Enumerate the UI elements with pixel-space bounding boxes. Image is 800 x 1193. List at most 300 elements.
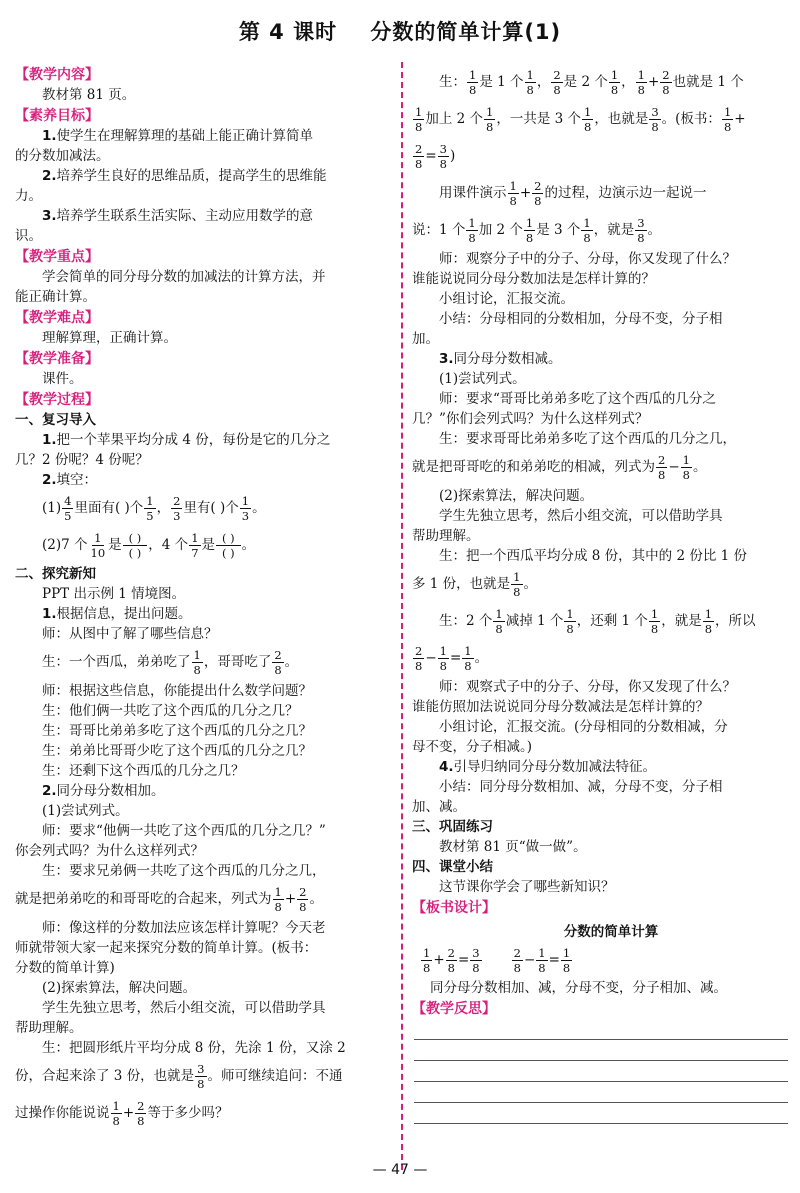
denominator: 8 [439, 659, 447, 673]
numerator: 3 [472, 946, 480, 960]
denominator: 8 [658, 468, 666, 482]
review-1-cont: 几？2 份呢？4 份呢？ [15, 452, 149, 468]
numerator: ( ) [123, 531, 148, 546]
text: ，还剩 1 个 [576, 613, 648, 629]
denominator: 8 [513, 961, 521, 975]
denominator: 8 [468, 231, 476, 245]
equals-sign: = [449, 650, 462, 666]
page-title: 第 4 课时 分数的简单计算(1) [238, 20, 562, 44]
explore-10: (1)尝试列式。 [42, 803, 129, 819]
right-line-a29: 小结：同分母分数相加、减，分母不变，分子相 [439, 779, 723, 795]
fraction [536, 946, 547, 975]
writing-line [414, 1039, 788, 1040]
fraction [62, 494, 73, 523]
plus-sign: + [433, 952, 445, 968]
text: ，也就是 [594, 111, 649, 127]
demo-line [412, 175, 790, 212]
fill-1-text-a: 里面有( )个 [74, 500, 144, 516]
fraction [466, 216, 477, 245]
fraction [525, 68, 536, 97]
denominator: 8 [538, 961, 546, 975]
explore-4: 师：根据这些信息，你能提出什么数学问题？ [42, 683, 312, 699]
goal-1-text: 使学生在理解算理的基础上能正确计算简单 [56, 128, 314, 144]
numerator: ( ) [216, 531, 241, 546]
denominator: 8 [299, 900, 307, 914]
denominator: 8 [513, 585, 521, 599]
right-line-a25: 谁能仿照加法说说同分母分数减法是怎样计算的？ [412, 699, 709, 715]
writing-line [414, 1102, 788, 1103]
denominator: 7 [191, 546, 199, 560]
fraction [636, 68, 647, 97]
numerator: 3 [439, 142, 447, 156]
numerator: 1 [146, 494, 154, 508]
right-line-a21 [412, 566, 790, 603]
denominator: 8 [274, 900, 282, 914]
denominator: 8 [197, 1077, 205, 1091]
denominator: 8 [423, 961, 431, 975]
numerator: 4 [64, 494, 72, 508]
fraction [297, 885, 308, 914]
explore-22-text-b: 。师可继续追问：不通 [207, 1068, 343, 1084]
fraction [649, 105, 660, 134]
numerator: 2 [534, 179, 542, 193]
text: 加 2 个 [478, 222, 523, 238]
denominator: 8 [415, 659, 423, 673]
explore-15: 师：像这样的分数加法应该怎样计算呢？今天老 [42, 920, 326, 936]
denominator: 8 [447, 961, 455, 975]
content-text: 教材第 81 页。 [42, 87, 136, 103]
denominator: 8 [439, 157, 447, 171]
plus-sign: + [519, 185, 532, 201]
numerator: 1 [610, 68, 619, 82]
goal-1-number: 1. [42, 128, 57, 144]
section-practice: 三、巩固练习 [412, 819, 493, 835]
numerator: 1 [538, 946, 546, 960]
blank-fraction [123, 531, 148, 560]
explore-3-text-a: 生：一个西瓜，弟弟吃了 [42, 654, 191, 670]
fraction [467, 68, 478, 97]
text: 同分母分数相减。 [453, 351, 562, 367]
numerator: 2 [662, 68, 670, 82]
fraction [703, 607, 714, 636]
numerator: 1 [94, 531, 102, 545]
explore-13: 生：要求兄弟俩一共吃了这个西瓜的几分之几， [42, 863, 326, 879]
numerator: 1 [650, 607, 659, 621]
denominator: 8 [553, 83, 561, 97]
text: 是 1 个 [479, 74, 524, 90]
fraction [660, 68, 671, 97]
denominator: 8 [682, 468, 690, 482]
goal-2 [15, 166, 393, 186]
fraction [195, 1062, 206, 1091]
numerator: 1 [637, 68, 645, 82]
explore-2: 师：从图中了解了哪些信息？ [42, 626, 218, 642]
numerator: 2 [274, 648, 282, 662]
text: ) [449, 148, 456, 164]
numerator: 2 [513, 946, 521, 960]
explore-3 [15, 644, 393, 681]
denominator: 8 [723, 120, 732, 134]
section-explore: 二、探究新知 [15, 566, 96, 582]
numerator: 1 [526, 68, 534, 82]
fill-1-text-b: ， [156, 500, 171, 516]
text: 。 [523, 576, 537, 592]
equals-sign: = [425, 148, 437, 164]
text: 多 1 份，也就是 [412, 576, 511, 592]
writing-line [414, 1123, 788, 1124]
goal-2-text: 培养学生良好的思维品质，提高学生的思维能 [56, 168, 327, 184]
numerator: 1 [112, 1099, 120, 1113]
fill-blank-2 [15, 527, 393, 564]
explore-23-text-b: 等于多少吗？ [147, 1105, 229, 1121]
text: ，就是 [661, 613, 702, 629]
fraction [470, 946, 481, 975]
denominator: 8 [274, 663, 282, 677]
review-2 [15, 470, 393, 490]
explore-21: 生：把圆形纸片平均分成 8 份，先涂 1 份，又涂 2 [42, 1040, 346, 1056]
right-line-a10: 加。 [412, 331, 439, 347]
review-1-number: 1. [42, 432, 57, 448]
fraction [512, 946, 523, 975]
fraction [413, 142, 424, 171]
text: 。(板书： [661, 111, 721, 127]
board-title: 分数的简单计算 [563, 924, 659, 940]
numerator: 2 [415, 644, 423, 658]
fraction [561, 946, 572, 975]
heading-content: 【教学内容】 [15, 67, 99, 83]
numerator: 1 [495, 607, 503, 621]
explore-1-text: 根据信息，提出问题。 [56, 606, 192, 622]
column-divider [401, 62, 403, 1170]
text: 。 [647, 222, 662, 238]
denominator: 8 [415, 157, 423, 171]
fraction [722, 105, 733, 134]
numerator: 1 [468, 216, 476, 230]
fraction [635, 216, 646, 245]
right-line-a12: (1)尝试列式。 [439, 371, 526, 387]
denominator: ( ) [128, 546, 142, 560]
explore-23 [15, 1095, 393, 1132]
fill-2-label: (2)7 个 [42, 537, 88, 553]
numerator: 1 [191, 531, 199, 545]
fraction [649, 607, 660, 636]
number: 3. [439, 351, 454, 367]
right-line-a6: 师：观察分子中的分子、分母，你又发现了什么？ [439, 251, 736, 267]
explore-6: 生：哥哥比弟弟多吃了这个西瓜的几分之几？ [42, 723, 312, 739]
denominator: 8 [662, 83, 670, 97]
heading-reflection: 【教学反思】 [412, 1001, 496, 1017]
fraction [438, 142, 449, 171]
addition-explain-2 [412, 101, 790, 138]
right-column [412, 64, 790, 1124]
explore-14-end: 。 [309, 891, 323, 907]
right-line-a28 [412, 757, 790, 777]
explore-12: 你会列式吗？为什么这样列式？ [15, 843, 204, 859]
equals-sign: = [457, 952, 470, 968]
minus-sign: − [668, 459, 680, 475]
explore-1-number: 1. [42, 606, 57, 622]
explore-9 [15, 781, 393, 801]
goal-3 [15, 206, 393, 226]
denominator: 8 [637, 83, 645, 97]
goal-1-cont: 的分数加减法。 [15, 148, 110, 164]
right-line-a13: 师：要求“哥哥比弟弟多吃了这个西瓜的几分之 [439, 391, 716, 407]
denominator: 8 [566, 622, 574, 636]
fraction [273, 885, 284, 914]
subtraction-heading [412, 349, 790, 369]
numerator: 1 [439, 644, 447, 658]
board-formulas [412, 942, 790, 978]
explore-11: 师：要求“他俩一共吃了这个西瓜的几分之几？” [42, 823, 326, 839]
explore-23-text-a: 过操作你能说说 [15, 1105, 110, 1121]
fraction [581, 216, 592, 245]
denominator: 5 [146, 509, 154, 523]
heading-difficulty: 【教学难点】 [15, 310, 99, 326]
numerator: 1 [241, 494, 250, 508]
denominator: 10 [90, 546, 106, 560]
text: ，就是 [593, 222, 635, 238]
text: 减掉 1 个 [505, 613, 564, 629]
minus-sign: − [523, 952, 536, 968]
section-review: 一、复习导入 [15, 412, 96, 428]
right-line-a30: 加、减。 [412, 799, 466, 815]
fill-2-text-c: 是 [201, 537, 216, 553]
denominator: 8 [486, 120, 494, 134]
demo-line-2 [412, 212, 790, 249]
explore-22-text-a: 份，合起来涂了 3 份，也就是 [15, 1068, 195, 1084]
fraction [192, 648, 203, 677]
fraction [524, 216, 535, 245]
explore-14-text: 就是把弟弟吃的和哥哥吃的合起来，列式为 [15, 891, 272, 907]
numerator: 3 [637, 216, 645, 230]
denominator: 8 [415, 120, 423, 134]
numerator: 1 [193, 648, 201, 662]
page-number: — 47 — [372, 1162, 428, 1178]
fraction [511, 570, 522, 599]
equals-sign: = [548, 952, 560, 968]
goal-3-text: 培养学生联系生活实际、主动应用数学的意 [56, 208, 314, 224]
fraction [240, 494, 251, 523]
numerator: 1 [525, 216, 534, 230]
fraction [551, 68, 562, 97]
fraction [189, 531, 200, 560]
explore-7: 生：弟弟比哥哥少吃了这个西瓜的几分之几？ [42, 743, 312, 759]
fill-2-text-d: 。 [241, 537, 256, 553]
denominator: 8 [650, 622, 659, 636]
reflection-lines [412, 1039, 790, 1124]
explore-14 [15, 881, 393, 918]
addition-explain-3 [412, 138, 790, 175]
fraction [438, 644, 449, 673]
review-2-number: 2. [42, 472, 57, 488]
fraction [532, 179, 543, 208]
fraction [609, 68, 620, 97]
minus-sign: − [425, 650, 437, 666]
heading-board: 【板书设计】 [412, 900, 496, 916]
explore-3-text-c: 。 [284, 654, 299, 670]
plus-sign: + [734, 111, 746, 127]
heading-goals: 【素养目标】 [15, 108, 99, 124]
explore-20: 帮助理解。 [15, 1020, 83, 1036]
denominator: 8 [526, 83, 534, 97]
denominator: 8 [583, 231, 591, 245]
denominator: 8 [495, 622, 503, 636]
denominator: 8 [534, 194, 542, 208]
explore-9-text: 同分母分数相加。 [56, 783, 165, 799]
fraction [484, 105, 495, 134]
text: 引导归纳同分母分数加减法特征。 [453, 759, 657, 775]
numerator: 3 [197, 1062, 205, 1076]
explore-3-text-b: ，哥哥吃了 [203, 654, 272, 670]
goal-2-cont: 力。 [15, 188, 42, 204]
denominator: 8 [464, 659, 472, 673]
text: 的过程，边演示边一起说一 [544, 185, 707, 201]
explore-1 [15, 604, 393, 624]
heading-key: 【教学重点】 [15, 249, 99, 265]
fraction [421, 946, 432, 975]
denominator: 8 [562, 961, 571, 975]
left-column [15, 64, 393, 1132]
right-line-a7: 谁能说说同分母分数加法是怎样计算的？ [412, 271, 655, 287]
numerator: 1 [464, 644, 472, 658]
right-line-a19: 帮助理解。 [412, 528, 480, 544]
text: 也就是 1 个 [672, 74, 744, 90]
numerator: 3 [651, 105, 659, 119]
writing-line [414, 1060, 788, 1061]
right-line-a22 [412, 603, 790, 640]
numerator: 1 [682, 453, 690, 467]
fill-blank-1 [15, 490, 393, 527]
fraction [413, 105, 424, 134]
denominator: 8 [112, 1114, 120, 1128]
goal-3-cont: 识。 [15, 228, 42, 244]
denominator: 8 [472, 961, 480, 975]
explore-5: 生：他们俩一共吃了这个西瓜的几分之几？ [42, 703, 299, 719]
review-1-text: 把一个苹果平均分成 4 份，每份是它的几分之 [56, 432, 331, 448]
fraction [144, 494, 155, 523]
explore-8: 生：还剩下这个西瓜的几分之几？ [42, 763, 245, 779]
text: 是 2 个 [563, 74, 608, 90]
denominator: 8 [525, 231, 534, 245]
denominator: 3 [241, 509, 250, 523]
numerator: 1 [513, 570, 521, 584]
explore-22 [15, 1058, 393, 1095]
numerator: 2 [173, 494, 181, 508]
denominator: 3 [173, 509, 181, 523]
right-line-a17: (2)探索算法，解决问题。 [439, 488, 594, 504]
text: ，一共是 3 个 [496, 111, 581, 127]
numerator: 2 [658, 453, 666, 467]
numerator: 1 [723, 105, 732, 119]
right-line-a23 [412, 640, 790, 677]
explore-0: PPT 出示例 1 情境图。 [42, 586, 186, 602]
numerator: 1 [704, 607, 713, 621]
fraction [413, 644, 424, 673]
numerator: 1 [566, 607, 574, 621]
numerator: 2 [299, 885, 307, 899]
number: 4. [439, 759, 454, 775]
numerator: 1 [423, 946, 431, 960]
review-2-text: 填空： [56, 472, 98, 488]
blank-fraction [216, 531, 241, 560]
heading-prep: 【教学准备】 [15, 351, 99, 367]
fill-1-label: (1) [42, 500, 62, 516]
key-text: 学会简单的同分母分数的加减法的计算方法，并 [42, 269, 326, 285]
fraction [171, 494, 182, 523]
text: ， [621, 74, 635, 90]
goal-3-number: 3. [42, 208, 57, 224]
text: 生：2 个 [439, 613, 493, 629]
explore-16: 师就带领大家一起来探究分数的简单计算。(板书： [15, 940, 318, 956]
denominator: 8 [509, 194, 517, 208]
right-line-a26: 小组讨论，汇报交流。(分母相同的分数相减，分 [439, 719, 728, 735]
explore-9-number: 2. [42, 783, 57, 799]
denominator: 8 [637, 231, 645, 245]
right-line-a9: 小结：分母相同的分数相加，分母不变，分子相 [439, 311, 723, 327]
text: 。 [474, 650, 489, 666]
numerator: 1 [469, 68, 477, 82]
text: 就是把哥哥吃的和弟弟吃的相减，列式为 [412, 459, 655, 475]
fraction [446, 946, 457, 975]
addition-explain-1 [412, 64, 790, 101]
plus-sign: + [284, 891, 297, 907]
fraction [111, 1099, 122, 1128]
denominator: 8 [651, 120, 659, 134]
numerator: 2 [553, 68, 561, 82]
denominator: 8 [610, 83, 619, 97]
numerator: 1 [583, 216, 591, 230]
fraction [582, 105, 593, 134]
numerator: 2 [447, 946, 455, 960]
text: 加上 2 个 [425, 111, 483, 127]
right-line-a27: 母不变，分子相减。) [412, 739, 533, 755]
denominator: 8 [193, 663, 201, 677]
text: 用课件演示 [439, 185, 507, 201]
explore-18: (2)探索算法，解决问题。 [42, 980, 197, 996]
text: 是 3 个 [536, 222, 581, 238]
numerator: 1 [509, 179, 517, 193]
denominator: 8 [137, 1114, 145, 1128]
text: ， [536, 74, 551, 90]
goal-2-number: 2. [42, 168, 57, 184]
right-line-a31: 教材第 81 页“做一做”。 [439, 839, 587, 855]
text: 说：1 个 [412, 222, 466, 238]
text: ，所以 [715, 613, 756, 629]
numerator: 1 [584, 105, 592, 119]
goal-1 [15, 126, 393, 146]
writing-line [414, 1081, 788, 1082]
right-line-a8: 小组讨论，汇报交流。 [439, 291, 574, 307]
fraction [89, 531, 108, 560]
right-line-a24: 师：观察式子中的分子、分母，你又发现了什么？ [439, 679, 736, 695]
prep-text: 课件。 [42, 371, 83, 387]
denominator: 8 [584, 120, 592, 134]
denominator: 8 [704, 622, 713, 636]
section-summary: 四、课堂小结 [412, 859, 493, 875]
numerator: 2 [415, 142, 423, 156]
fraction [493, 607, 504, 636]
right-line-a15: 生：要求哥哥比弟弟多吃了这个西瓜的几分之几， [439, 431, 736, 447]
heading-process: 【教学过程】 [15, 392, 99, 408]
right-line-a18: 学生先独立思考，然后小组交流，可以借助学具 [439, 508, 723, 524]
fraction [135, 1099, 146, 1128]
review-1 [15, 430, 393, 450]
right-line-a32: 这节课你学会了哪些新知识？ [439, 879, 615, 895]
numerator: 1 [415, 105, 423, 119]
text: 。 [692, 459, 707, 475]
numerator: 1 [274, 885, 282, 899]
explore-17: 分数的简单计算) [15, 960, 115, 976]
